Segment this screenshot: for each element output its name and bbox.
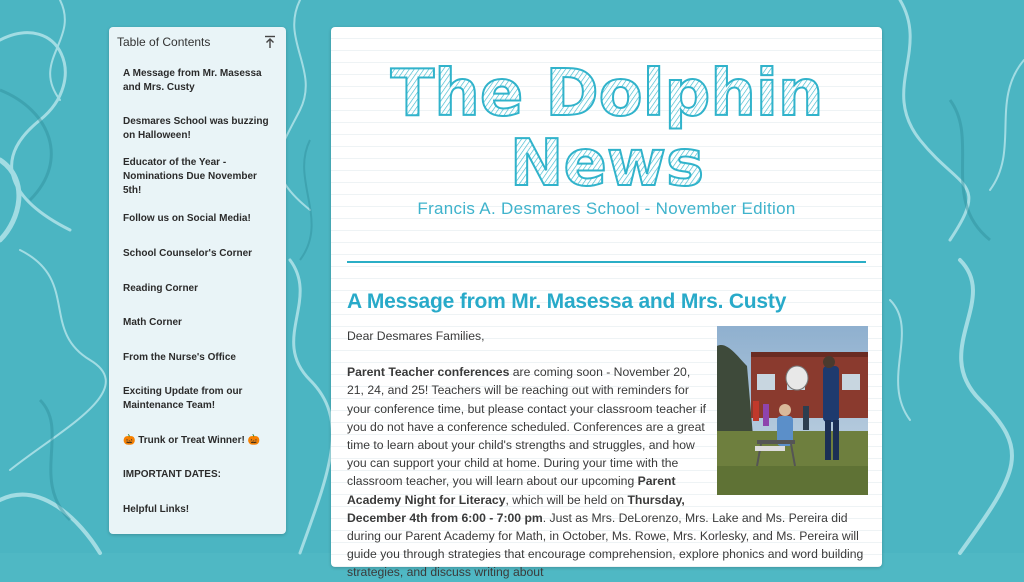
title-line-2: News [509,127,705,201]
table-of-contents [109,27,286,534]
parent-academy-bold: Parent Academy Night for Literacy [347,474,676,507]
toc-item-maintenance[interactable]: Exciting Update from our Maintenance Team! [123,386,243,411]
toc-header [109,27,286,57]
toc-item-counselor[interactable]: School Counselor's Corner [123,247,253,259]
newsletter-card [331,27,882,580]
toc-item-trunk-or-treat[interactable]: 🎃 Trunk or Treat Winner! 🎃 [123,434,261,446]
newsletter-subtitle: Francis A. Desmares School - November Edition [417,199,796,218]
toc-item-important-dates[interactable]: IMPORTANT DATES: [123,469,221,480]
conference-bold: Parent Teacher conferences [347,365,510,380]
dunk-tank-photo[interactable] [717,326,868,495]
title-line-1: The Dolphin [390,57,824,131]
conference-text-3: . Just as Mrs. DeLorenzo, Mrs. Lake and Ms. Pereira did during our Parent Academy for Math, in October, Ms. Rowe, Mrs. Korlesky, and Ms. Pereira will guide you through strategies that encourage comprehension, explore phonics and word building strategies, and discuss writing about [347,510,864,580]
toc-item-math[interactable]: Math Corner [123,317,182,328]
toc-item-educator-of-the-year[interactable]: Educator of the Year - Nominations Due November 5th! [123,157,257,196]
collapse-toc-icon[interactable] [263,35,277,49]
conference-text-2: , which will be held on [505,492,628,507]
greeting: Dear Desmares Families, [347,329,485,343]
toc-item-reading[interactable]: Reading Corner [123,282,199,294]
section-body [347,327,867,582]
newsletter-title [331,27,882,201]
toc-item-halloween[interactable]: Desmares School was buzzing on Halloween! [123,116,269,141]
toc-list [109,57,286,527]
toc-item-social-media[interactable]: Follow us on Social Media! [123,212,251,224]
toc-item-helpful-links[interactable]: Helpful Links! [123,503,190,515]
academy-date-bold: Thursday, December 4th from 6:00 - 7:00 pm [347,492,685,525]
toc-item-nurse[interactable]: From the Nurse's Office [123,351,236,363]
conference-text-1: are coming soon - November 20, 21, 24, and 25! Teachers will be reaching out with reminders for your conference time, but please contact your classroom teacher if you do not have a conference scheduled. Conferences are a great time to learn about your child's strengths and struggles, and how you can support your child at home. During your time with the classroom teacher, you will learn about our upcoming [347,365,707,489]
toc-title: Table of Contents [117,35,211,49]
toc-item-message[interactable]: A Message from Mr. Masessa and Mrs. Custy [123,68,262,93]
section-title: A Message from Mr. Masessa and Mrs. Custy [347,290,787,313]
title-divider [347,261,866,263]
